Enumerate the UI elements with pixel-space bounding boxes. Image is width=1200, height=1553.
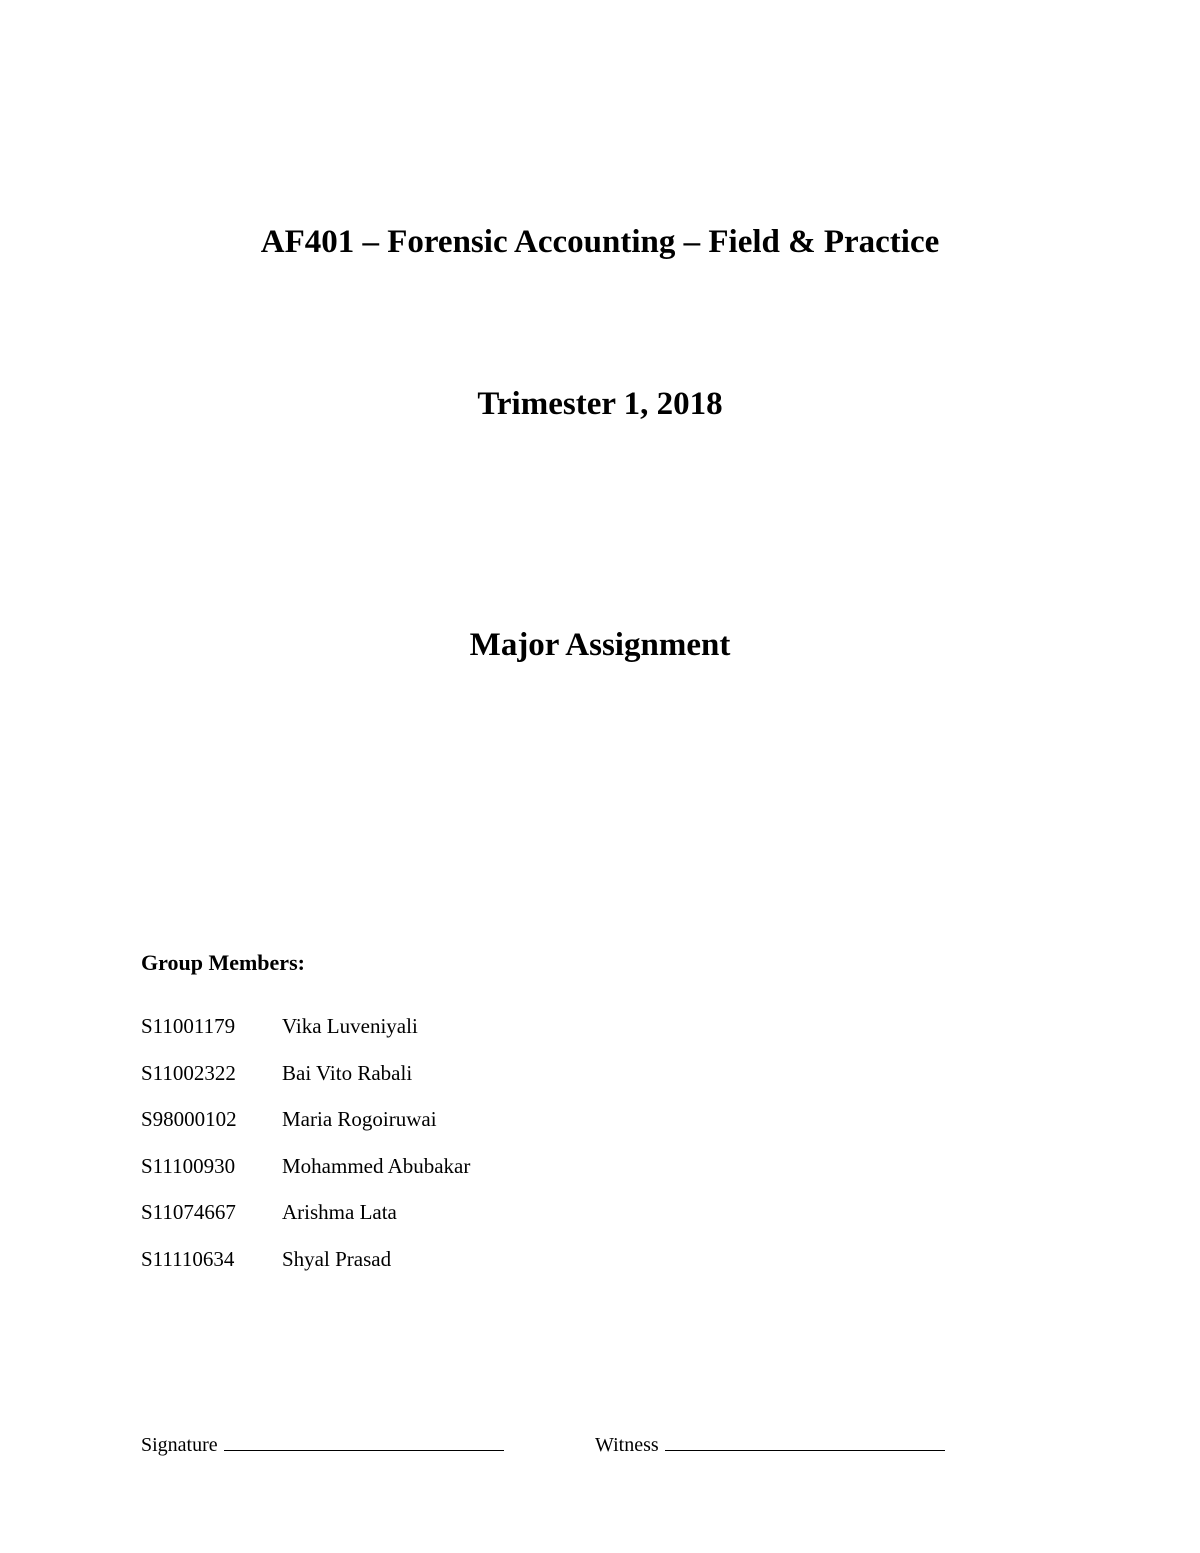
member-id: S11001179 — [141, 1014, 236, 1038]
witness-block — [595, 1430, 945, 1459]
witness-label: Witness — [595, 1434, 659, 1456]
signature-block — [141, 1430, 504, 1459]
member-row — [141, 1198, 470, 1245]
member-name: Maria Rogoiruwai — [282, 1107, 437, 1132]
member-id: S11074667 — [141, 1200, 236, 1225]
member-row — [141, 1245, 470, 1292]
member-row — [141, 1012, 470, 1059]
member-name: Arishma Lata — [282, 1200, 397, 1225]
signature-label: Signature — [141, 1434, 218, 1456]
member-id: S11100930 — [141, 1153, 236, 1178]
member-id: S11002322 — [141, 1060, 236, 1085]
member-name: Bai Vito Rabali — [282, 1060, 413, 1085]
course-title: AF401 – Forensic Accounting – Field & Practice — [260, 224, 940, 260]
member-id: S98000102 — [141, 1107, 237, 1132]
assignment-title: Major Assignment — [469, 627, 731, 663]
member-name: Vika Luveniyali — [282, 1014, 418, 1038]
witness-line[interactable] — [665, 1430, 945, 1451]
member-name: Shyal Prasad — [282, 1246, 392, 1271]
term-heading: Trimester 1, 2018 — [477, 386, 723, 422]
signature-line[interactable] — [224, 1430, 504, 1451]
group-members-label: Group Members: — [141, 950, 305, 975]
member-id: S11110634 — [141, 1246, 235, 1271]
member-row — [141, 1152, 470, 1199]
member-row — [141, 1059, 470, 1106]
member-row — [141, 1105, 470, 1152]
member-name: Mohammed Abubakar — [282, 1153, 471, 1178]
member-list — [141, 1012, 470, 1292]
